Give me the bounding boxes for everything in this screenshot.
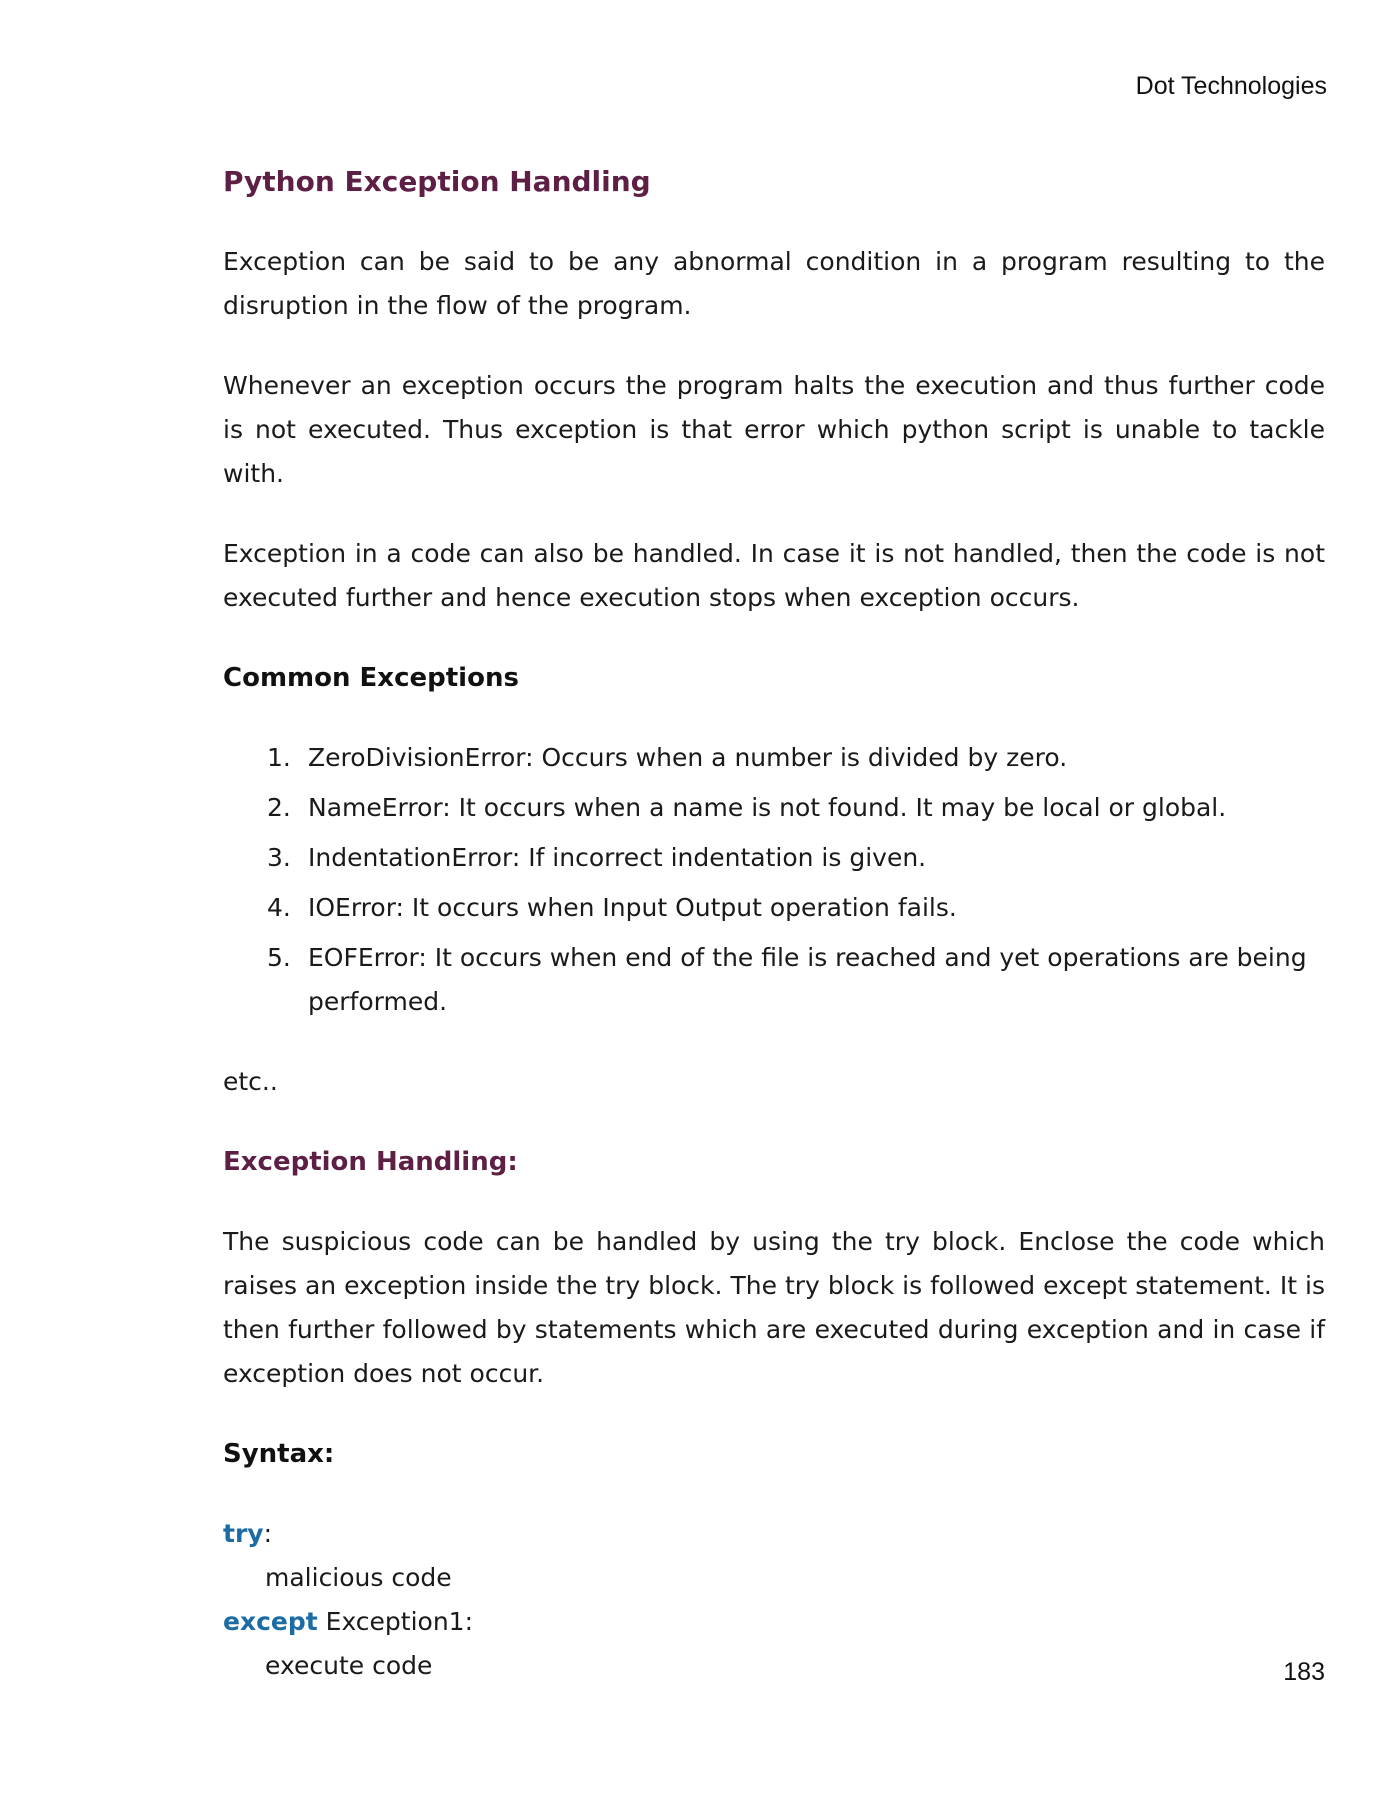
code-text: : bbox=[263, 1519, 273, 1548]
list-item bbox=[223, 786, 1325, 830]
code-line-try bbox=[223, 1512, 1325, 1556]
syntax-heading: Syntax: bbox=[223, 1439, 335, 1469]
code-text: execute code bbox=[265, 1651, 433, 1680]
keyword-try: try bbox=[223, 1519, 264, 1548]
exception-handling-heading: Exception Handling: bbox=[223, 1147, 518, 1177]
code-line-malicious bbox=[223, 1556, 1325, 1600]
page-number: 183 bbox=[1283, 1658, 1325, 1686]
page-title: Python Exception Handling bbox=[223, 165, 651, 198]
list-item-number: 3. bbox=[267, 843, 291, 872]
list-item-number: 2. bbox=[267, 793, 291, 822]
list-item-text: NameError: It occurs when a name is not found. It may be local or global. bbox=[308, 793, 1227, 822]
list-item bbox=[223, 836, 1325, 880]
paragraph-exception-definition: Exception can be said to be any abnormal condition in a program resulting to the disruption in the flow of the program. bbox=[223, 247, 1325, 320]
list-item-number: 1. bbox=[267, 743, 291, 772]
list-item-number: 4. bbox=[267, 893, 291, 922]
keyword-except: except bbox=[223, 1607, 318, 1636]
syntax-code-block bbox=[223, 1512, 1325, 1688]
code-line-execute bbox=[223, 1644, 1325, 1688]
header-company-name: Dot Technologies bbox=[1135, 72, 1327, 100]
list-item-text: EOFError: It occurs when end of the file is reached and yet operations are being performed. bbox=[308, 943, 1307, 1016]
list-item bbox=[223, 936, 1325, 1024]
paragraph-exception-handled: Exception in a code can also be handled. In case it is not handled, then the code is not executed further and hence execution stops when exception occurs. bbox=[223, 539, 1325, 612]
list-item-text: IOError: It occurs when Input Output operation fails. bbox=[308, 893, 957, 922]
list-item-number: 5. bbox=[267, 943, 291, 972]
common-exceptions-list bbox=[223, 736, 1325, 1024]
list-item-text: IndentationError: If incorrect indentation is given. bbox=[308, 843, 927, 872]
paragraph-exception-occurs: Whenever an exception occurs the program halts the execution and thus further code is not executed. Thus exception is that error which python script is unable to tackle with. bbox=[223, 371, 1325, 488]
list-item bbox=[223, 736, 1325, 780]
list-item-text: ZeroDivisionError: Occurs when a number is divided by zero. bbox=[308, 743, 1068, 772]
common-exceptions-heading: Common Exceptions bbox=[223, 663, 519, 693]
document-body bbox=[223, 160, 1325, 1688]
list-item bbox=[223, 886, 1325, 930]
code-text: malicious code bbox=[265, 1563, 452, 1592]
code-line-except bbox=[223, 1600, 1325, 1644]
code-text: Exception1: bbox=[317, 1607, 474, 1636]
etc-text: etc.. bbox=[223, 1067, 278, 1096]
paragraph-try-block: The suspicious code can be handled by using the try block. Enclose the code which raises an exception inside the try block. The try block is followed except statement. It is then further followed by statements which are executed during exception and in case if exception does not occur. bbox=[223, 1227, 1325, 1388]
